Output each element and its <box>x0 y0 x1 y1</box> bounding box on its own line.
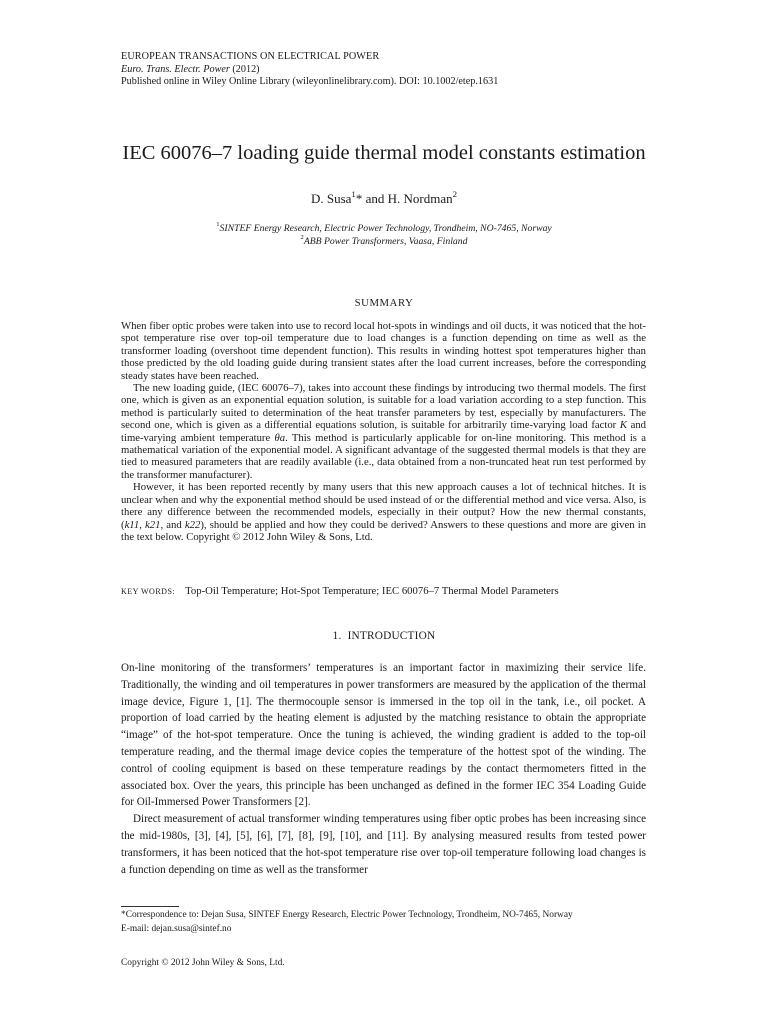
symbol-ambient-temp: θa <box>274 431 286 444</box>
journal-name: EUROPEAN TRANSACTIONS ON ELECTRICAL POWER <box>121 51 380 62</box>
copyright-notice: Copyright © 2012 John Wiley & Sons, Ltd. <box>121 958 285 968</box>
separator: , and <box>160 518 185 531</box>
body-paragraph-2: Direct measurement of actual transformer winding temperatures using fiber optic probes has been increasing since the mid-1980s, [3], [4], [5], [6], [7], [8], [9], [10], and [11]. By analysing measured results from tested power transformers, it has been noticed that the hot-spot temperature rise over top-oil temperature following load changes is a function depending on time as well as the transformer <box>121 813 646 876</box>
affiliation-1-mark: 1 <box>216 221 220 229</box>
affiliations <box>0 222 768 248</box>
body-text <box>121 660 646 878</box>
symbol-k22: k22 <box>184 518 201 531</box>
affiliation-1 <box>0 222 768 235</box>
footnote-correspondence: *Correspondence to: Dejan Susa, SINTEF Energy Research, Electric Power Technology, Trondheim, NO-7465, Norway <box>121 910 573 920</box>
keywords-text: Top-Oil Temperature; Hot-Spot Temperature; IEC 60076–7 Thermal Model Parameters <box>185 585 559 597</box>
journal-citation <box>121 64 498 77</box>
separator: , <box>139 518 146 531</box>
abstract-p2-text-c: . This method is particularly applicable for on-line monitoring. This method is a mathematical variation of the exponential model. A significant advantage of the suggested thermal models is that they are tied to measured parameters that are readily available (i.e., data obtained from a non-truncated heat run test performed by the transformer manufacturer). <box>121 431 646 481</box>
author-conjunction: and <box>362 191 388 206</box>
journal-header <box>121 51 498 89</box>
abstract-paragraph-2 <box>121 382 646 481</box>
author-2: H. Nordman <box>387 191 453 206</box>
affiliation-2-mark: 2 <box>300 234 304 242</box>
affiliation-2-text: ABB Power Transformers, Vaasa, Finland <box>303 236 468 247</box>
abstract-p2-text-a: The new loading guide, (IEC 60076–7), takes into account these findings by introducing two thermal models. The first one, which is given as an exponential equation solution, is suitable for a load variation according to a step function. This method is particularly suited to determination of the heat transfer parameters by test, especially by manufacturers. The second one, which is given as a differential equations solution, is suitable for arbitrarily time-varying load factor <box>121 382 646 432</box>
footnote-rule <box>121 906 179 907</box>
abstract-p2-text-b: and time-varying ambient temperature <box>121 419 647 444</box>
keywords <box>121 585 721 597</box>
author-list <box>0 188 768 207</box>
section-heading-introduction: 1. INTRODUCTION <box>332 630 436 642</box>
abstract-p3-text-a: However, it has been reported recently by many users that this new approach causes a lot of technical hitches. It is unclear when and why the exponential method should be used instead of or the differential method and vice versa. Also, is there any difference between the recommended models, especially in their output? How the new thermal constants, ( <box>121 481 646 531</box>
body-paragraph-1: On-line monitoring of the transformers’ temperatures is an important factor in maximizing their service life. Traditionally, the winding and oil temperatures in power transformers are measured by the application of the thermal image device, Figure 1, [1]. The thermocouple sensor is immersed in the top oil in the tank, i.e., oil pocket. A proportion of load carried by the heating element is adjusted by the matching resistance to obtain the appropriate “image” of the hot-spot temperature. Once the tuning is achieved, the winding gradient is added to the top-oil temperature reading, and the thermal image device copies the temperature of the hottest spot of the winding. The control of cooling equipment is based on these temperature readings by the contact thermometers fitted in the associated box. Over the years, this principle has been unchanged as defined in the former IEC 354 Loading Guide for Oil-Immersed Power Transformers [2]. <box>121 662 646 809</box>
symbol-load-factor: K <box>619 419 627 432</box>
journal-abbrev: Euro. Trans. Electr. Power <box>121 63 230 75</box>
summary-heading: SUMMARY <box>354 297 414 309</box>
paper-title: IEC 60076–7 loading guide thermal model constants estimation <box>122 142 646 164</box>
footnote-email: E-mail: dejan.susa@sintef.no <box>121 923 232 934</box>
symbol-k21: k21 <box>145 518 161 531</box>
journal-published-line: Published online in Wiley Online Library (wileyonlinelibrary.com). DOI: 10.1002/etep.1631 <box>121 76 499 88</box>
abstract-p3-text-b: ), should be applied and how they could be derived? Answers to these questions and more are given in the text below. Copyright © 2012 John Wiley & Sons, Ltd. <box>121 518 647 543</box>
abstract-paragraph-1: When fiber optic probes were taken into use to record local hot-spots in windings and oil ducts, it was noticed that the hot-spot temperature rise over top-oil temperature due to load changes is a function depending on time as well as the transformer loading (overshoot time dependent function). This results in winding hottest spot temperatures higher than those predicted by the old loading guide during transient states after the load current increases, before the corresponding steady states have been reached. <box>121 320 646 382</box>
keywords-label: KEY WORDS: <box>121 587 176 596</box>
corresponding-mark: * <box>355 191 363 206</box>
affiliation-2 <box>0 235 768 248</box>
abstract <box>121 320 646 543</box>
abstract-paragraph-3 <box>121 481 646 543</box>
footnote <box>121 909 681 936</box>
author-1: D. Susa <box>310 191 352 206</box>
author-2-affil-mark: 2 <box>452 188 458 199</box>
journal-year: (2012) <box>229 63 260 75</box>
author-1-affil-mark: 1 <box>351 188 356 199</box>
affiliation-1-text: SINTEF Energy Research, Electric Power Technology, Trondheim, NO-7465, Norway <box>219 223 552 234</box>
symbol-k11: k11 <box>124 518 140 531</box>
